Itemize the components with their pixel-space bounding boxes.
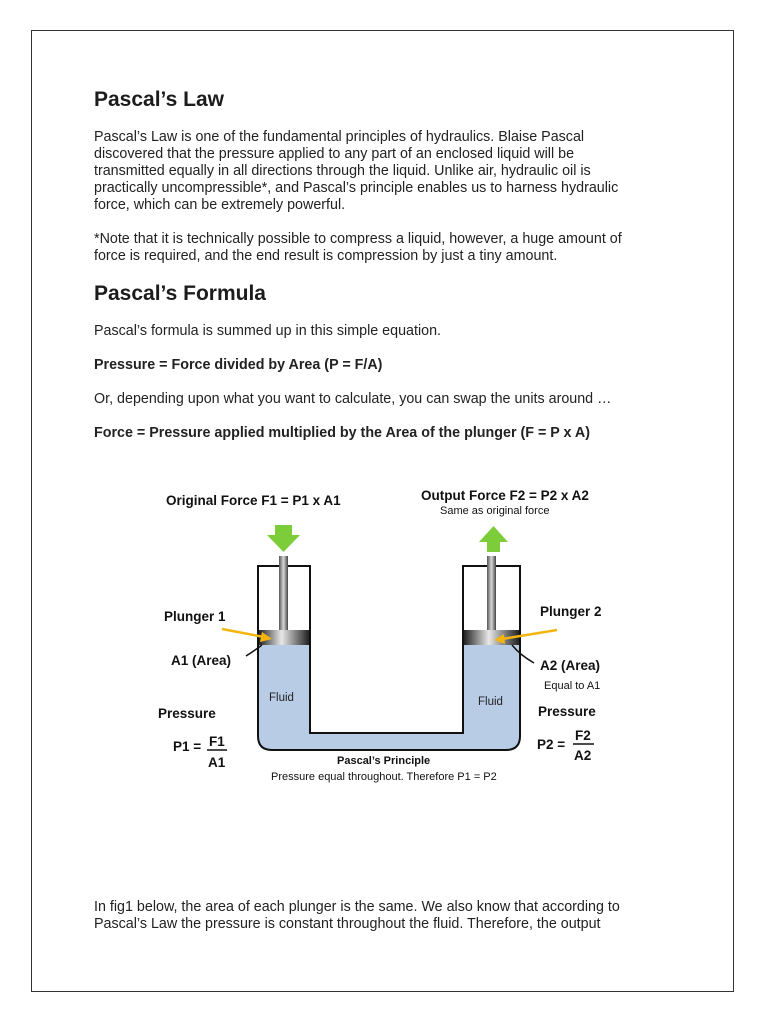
label-fluid-left: Fluid bbox=[269, 692, 294, 704]
label-pressure-left: Pressure bbox=[158, 706, 216, 721]
text-line: Pascal’s Law is one of the fundamental principles of hydraulics. Blaise Pascal bbox=[94, 129, 585, 145]
formula-pressure: Pressure = Force divided by Area (P = F/A) bbox=[94, 357, 383, 373]
label-fluid-right: Fluid bbox=[478, 696, 503, 708]
label-plunger-1: Plunger 1 bbox=[164, 609, 226, 624]
label-same-as-original: Same as original force bbox=[440, 505, 550, 517]
text-line: *Note that it is technically possible to compress a liquid, however, a huge amount of bbox=[94, 231, 622, 247]
rod-1 bbox=[279, 556, 288, 631]
paragraph-intro bbox=[94, 129, 674, 214]
arrow-up-icon bbox=[479, 526, 508, 552]
label-p2-denominator: A2 bbox=[574, 748, 592, 763]
arrow-down-icon bbox=[267, 525, 300, 552]
text-line: discovered that the pressure applied to any part of an enclosed liquid will be bbox=[94, 146, 575, 162]
label-a1-area: A1 (Area) bbox=[171, 653, 232, 668]
text-line: Pascal’s Law the pressure is constant throughout the fluid. Therefore, the output bbox=[94, 916, 601, 932]
paragraph-note bbox=[94, 231, 674, 265]
pascal-principle-diagram bbox=[92, 455, 652, 790]
heading-pascals-formula: Pascal’s Formula bbox=[94, 282, 266, 305]
label-p2-numerator: F2 bbox=[575, 728, 591, 743]
label-equal-to-a1: Equal to A1 bbox=[544, 680, 601, 692]
formula-force: Force = Pressure applied multiplied by the Area of the plunger (F = P x A) bbox=[94, 425, 590, 441]
label-output-force: Output Force F2 = P2 x A2 bbox=[421, 488, 589, 503]
text-line: In fig1 below, the area of each plunger is the same. We also know that according to bbox=[94, 899, 620, 915]
paragraph-swap: Or, depending upon what you want to calculate, you can swap the units around … bbox=[94, 391, 612, 407]
label-a2-area: A2 (Area) bbox=[540, 658, 601, 673]
label-pressure-right: Pressure bbox=[538, 704, 596, 719]
label-pascals-principle: Pascal’s Principle bbox=[337, 755, 431, 767]
text-line: practically uncompressible*, and Pascal’s principle enables us to harness hydraulic bbox=[94, 180, 619, 196]
label-p2: P2 = bbox=[537, 737, 566, 752]
paragraph-fig1 bbox=[94, 899, 674, 933]
heading-pascals-law: Pascal’s Law bbox=[94, 88, 224, 111]
label-p1: P1 = bbox=[173, 739, 202, 754]
label-pressure-equal: Pressure equal throughout. Therefore P1 = P2 bbox=[271, 771, 497, 783]
label-original-force: Original Force F1 = P1 x A1 bbox=[166, 493, 341, 508]
text-line: transmitted equally in all directions through the liquid. Unlike air, hydraulic oil is bbox=[94, 163, 591, 179]
label-plunger-2: Plunger 2 bbox=[540, 604, 602, 619]
label-p1-denominator: A1 bbox=[208, 755, 226, 770]
text-line: force, which can be extremely powerful. bbox=[94, 197, 346, 213]
paragraph-formula-intro: Pascal’s formula is summed up in this simple equation. bbox=[94, 323, 441, 339]
label-p1-numerator: F1 bbox=[209, 734, 225, 749]
rod-2 bbox=[487, 556, 496, 631]
text-line: force is required, and the end result is compression by just a tiny amount. bbox=[94, 248, 558, 264]
